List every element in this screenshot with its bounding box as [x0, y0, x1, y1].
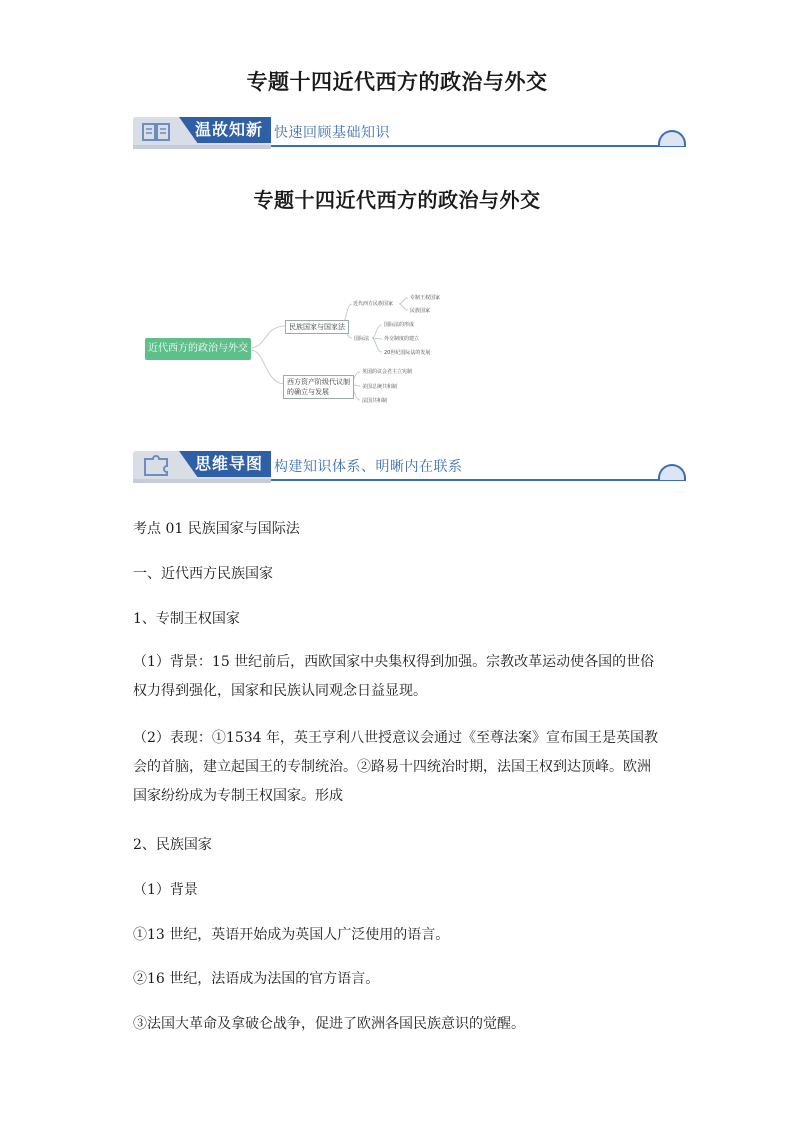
banner-underline [133, 479, 271, 483]
half-circle-decoration [658, 464, 686, 480]
banner-label: 思维导图 [195, 454, 264, 473]
mind-map-branch-1: 民族国家与国家法 [285, 320, 349, 334]
mind-map [140, 288, 470, 408]
section-banner-review [133, 117, 686, 151]
banner-subtitle: 快速回顾基础知识 [274, 125, 390, 141]
kaodian-heading: 考点 01 民族国家与国际法 [133, 521, 300, 537]
banner-underline [133, 145, 271, 149]
banner-rule [271, 479, 686, 481]
paragraph: （1）背景：15 世纪前后，西欧国家中央集权得到加强。宗教改革运动使各国的世俗权力得到强化，国家和民族认同观念日益显现。 [133, 654, 655, 699]
page-title: 专题十四近代西方的政治与外交 [246, 69, 548, 94]
mind-map-leaf: 美国总统共和制 [362, 384, 398, 390]
paragraph: （1）背景 [133, 882, 198, 898]
paragraph: ③法国大革命及拿破仑战争，促进了欧洲各国民族意识的觉醒。 [133, 1016, 525, 1032]
mind-map-node: 近代西方民族国家 [353, 301, 394, 307]
mind-map-leaf: 国际法的形成 [384, 322, 415, 328]
mind-map-branch-2-line2: 的确立与发展 [287, 388, 329, 396]
mind-map-leaf: 法国共和制 [362, 398, 388, 404]
mind-map-branch-2 [283, 375, 354, 399]
paragraph: ②16 世纪，法语成为法国的官方语言。 [133, 971, 380, 987]
puzzle-icon [139, 455, 173, 479]
mind-map-leaf: 英国的议会君主立宪制 [362, 369, 413, 375]
heading-level-2: 1、专制王权国家 [133, 611, 240, 627]
mind-map-leaf: 20世纪国际法的发展 [384, 350, 431, 356]
mind-map-leaf: 外交制度的建立 [384, 336, 420, 342]
heading-level-2: 2、民族国家 [133, 837, 212, 853]
banner-label: 温故知新 [195, 120, 264, 139]
mind-map-root: 近代西方的政治与外交 [145, 338, 251, 360]
heading-level-1: 一、近代西方民族国家 [133, 566, 273, 582]
book-icon [139, 121, 173, 145]
mind-map-node: 国际法 [354, 336, 370, 342]
mind-map-branch-2-line1: 西方资产阶级代议制 [287, 378, 350, 386]
paragraph: ①13 世纪，英语开始成为英国人广泛使用的语言。 [133, 927, 450, 943]
paragraph: （2）表现：①1534 年，英王亨利八世授意议会通过《至尊法案》宣布国王是英国教会的首脑，建立起国王的专制统治。②路易十四统治时期，法国王权到达顶峰。欧洲国家纷纷成为专制王权国家。形成 [133, 730, 658, 804]
banner-rule [271, 145, 686, 147]
section-banner-mindmap [133, 451, 686, 485]
section-title: 专题十四近代西方的政治与外交 [253, 188, 541, 212]
mind-map-leaf: 民族国家 [410, 308, 431, 314]
half-circle-decoration [658, 130, 686, 146]
banner-subtitle: 构建知识体系、明晰内在联系 [274, 459, 463, 475]
mind-map-leaf: 专制王权国家 [410, 295, 441, 301]
